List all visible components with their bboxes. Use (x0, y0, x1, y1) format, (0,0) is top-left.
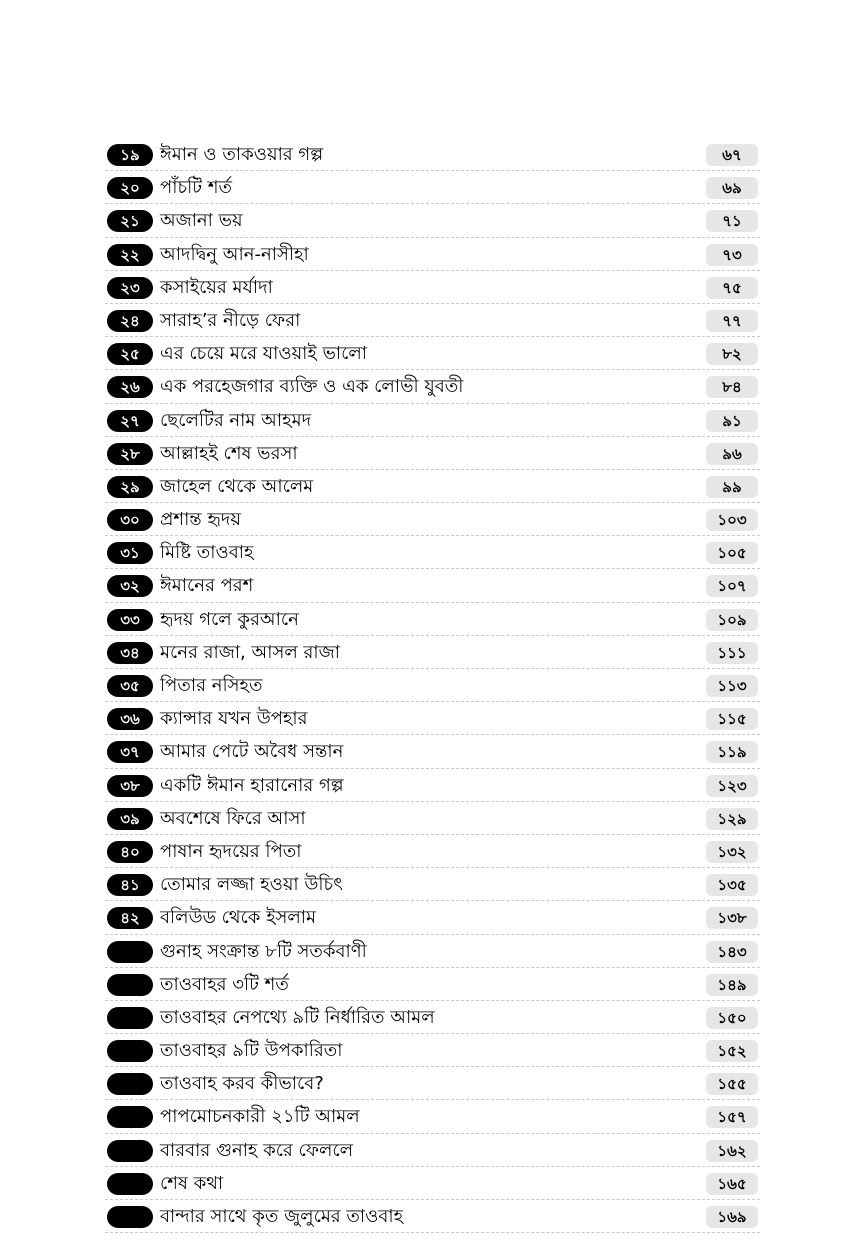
chapter-title: জাহেল থেকে আলেম (160, 475, 314, 497)
chapter-number-badge (107, 1140, 153, 1162)
chapter-number-badge: ৪২ (107, 907, 153, 929)
toc-row[interactable] (105, 901, 760, 934)
chapter-number-badge: ২১ (107, 210, 153, 232)
chapter-title: তাওবাহ করব কীভাবে? (160, 1073, 324, 1095)
page-number: ১২৩ (706, 775, 758, 797)
chapter-number-badge: ২৭ (107, 410, 153, 432)
chapter-number-badge: ২৫ (107, 343, 153, 365)
toc-row[interactable] (105, 569, 760, 602)
chapter-title: ঈমান ও তাকওয়ার গল্প (160, 144, 324, 165)
chapter-number-badge: ৩৮ (107, 775, 153, 797)
chapter-title: আমার পেটে অবৈধ সন্তান (160, 741, 344, 763)
chapter-number-badge: ৩৯ (107, 808, 153, 830)
chapter-title: পাপমোচনকারী ২১টি আমল (160, 1106, 360, 1128)
chapter-title: তাওবাহর নেপথ্যে ৯টি নির্ধারিত আমল (160, 1006, 435, 1028)
page-number: ১৩৫ (706, 874, 758, 896)
toc-row[interactable] (105, 702, 760, 735)
chapter-title: হৃদয় গলে কুরআনে (160, 608, 299, 630)
chapter-title: এর চেয়ে মরে যাওয়াই ভালো (160, 343, 367, 365)
chapter-number-badge: ২৩ (107, 277, 153, 299)
toc-row[interactable] (105, 1200, 760, 1233)
chapter-number-badge: ২৪ (107, 310, 153, 332)
page-number: ১৬৯ (706, 1206, 758, 1228)
toc-row[interactable] (105, 1067, 760, 1100)
page-number: ৯১ (706, 410, 758, 432)
page-number: ১৫৭ (706, 1106, 758, 1128)
page-number: ৭৫ (706, 277, 758, 299)
page-number: ১১৫ (706, 708, 758, 730)
toc-row[interactable] (105, 470, 760, 503)
toc-row[interactable] (105, 304, 760, 337)
chapter-title: এক পরহেজগার ব্যক্তি ও এক লোভী যুবতী (160, 376, 464, 398)
page-number: ১০৫ (706, 542, 758, 564)
page-number: ৯৬ (706, 443, 758, 465)
toc-row[interactable] (105, 138, 760, 171)
page-number: ৭৩ (706, 244, 758, 266)
page-number: ১০৯ (706, 609, 758, 631)
chapter-number-badge: ২৮ (107, 443, 153, 465)
chapter-number-badge: ৪০ (107, 841, 153, 863)
chapter-title: মিষ্টি তাওবাহ (160, 542, 254, 564)
page-number: ১১১ (706, 642, 758, 664)
chapter-number-badge (107, 1007, 153, 1029)
page-number: ১৫২ (706, 1040, 758, 1062)
chapter-title: ক্যান্সার যখন উপহার (160, 708, 308, 730)
toc-row[interactable] (105, 536, 760, 569)
page-number: ৬৭ (706, 144, 758, 166)
chapter-title: তাওবাহর ৯টি উপকারিতা (160, 1040, 343, 1062)
toc-row[interactable] (105, 603, 760, 636)
page-number: ৭১ (706, 210, 758, 232)
chapter-title: তাওবাহর ৩টি শর্ত (160, 973, 289, 995)
page-number: ১৩২ (706, 841, 758, 863)
chapter-title: বলিউড থেকে ইসলাম (160, 907, 316, 929)
chapter-number-badge (107, 1073, 153, 1095)
chapter-title: পাষান হৃদয়ের পিতা (160, 840, 302, 862)
toc-row[interactable] (105, 1134, 760, 1167)
toc-row[interactable] (105, 968, 760, 1001)
toc-row[interactable] (105, 337, 760, 370)
toc-row[interactable] (105, 238, 760, 271)
page-number: ১০৭ (706, 575, 758, 597)
chapter-number-badge: ৩৫ (107, 675, 153, 697)
chapter-title: আল্লাহই শেষ ভরসা (160, 442, 298, 464)
chapter-number-badge (107, 974, 153, 996)
toc-row[interactable] (105, 835, 760, 868)
toc-row[interactable] (105, 935, 760, 968)
chapter-title: পিতার নসিহত (160, 675, 263, 696)
toc-row[interactable] (105, 868, 760, 901)
chapter-number-badge: ১৯ (107, 144, 153, 166)
chapter-title: একটি ঈমান হারানোর গল্প (160, 774, 344, 796)
chapter-number-badge: ৩০ (107, 509, 153, 531)
toc-row[interactable] (105, 802, 760, 835)
chapter-number-badge: ৩৩ (107, 609, 153, 631)
toc-row[interactable] (105, 171, 760, 204)
chapter-title: ছেলেটির নাম আহমদ (160, 409, 312, 431)
chapter-number-badge: ২৯ (107, 476, 153, 498)
toc-row[interactable] (105, 735, 760, 768)
chapter-title: বারবার গুনাহ করে ফেললে (160, 1139, 354, 1161)
chapter-title: অবশেষে ফিরে আসা (160, 807, 306, 829)
page-number: ৯৯ (706, 476, 758, 498)
chapter-title: মনের রাজা, আসল রাজা (160, 641, 340, 663)
chapter-number-badge (107, 1173, 153, 1195)
toc-row[interactable] (105, 503, 760, 536)
page-number: ১৪৯ (706, 974, 758, 996)
page-number: ১১৯ (706, 741, 758, 763)
chapter-title: প্রশান্ত হৃদয় (160, 509, 241, 531)
chapter-title: অজানা ভয় (160, 210, 243, 232)
toc-row[interactable] (105, 404, 760, 437)
toc-row[interactable] (105, 370, 760, 403)
page-number: ৭৭ (706, 310, 758, 332)
page-number: ১২৯ (706, 808, 758, 830)
page-number: ৮২ (706, 343, 758, 365)
chapter-title: সারাহ’র নীড়ে ফেরা (160, 309, 301, 331)
toc-row[interactable] (105, 1100, 760, 1133)
page-number: ১৪৩ (706, 941, 758, 963)
page-number: ১৫০ (706, 1007, 758, 1029)
chapter-number-badge: ৩৭ (107, 741, 153, 763)
page-number: ১১৩ (706, 675, 758, 697)
chapter-title: গুনাহ সংক্রান্ত ৮টি সতর্কবাণী (160, 940, 367, 962)
chapter-number-badge: ২০ (107, 177, 153, 199)
page-number: ১৫৫ (706, 1073, 758, 1095)
chapter-title: বান্দার সাথে কৃত জুলুমের তাওবাহ (160, 1206, 404, 1227)
page-number: ১৩৮ (706, 907, 758, 929)
chapter-number-badge: ৩৪ (107, 642, 153, 664)
toc-row[interactable] (105, 204, 760, 237)
chapter-number-badge (107, 1040, 153, 1062)
page-number: ১৬৫ (706, 1173, 758, 1195)
table-of-contents (105, 138, 760, 1233)
chapter-number-badge: ২৬ (107, 376, 153, 398)
chapter-title: আদদ্বিনু আন-নাসীহা (160, 243, 309, 265)
page-number: ৬৯ (706, 177, 758, 199)
chapter-title: শেষ কথা (160, 1172, 224, 1194)
page-number: ৮৪ (706, 376, 758, 398)
chapter-title: ঈমানের পরশ (160, 575, 254, 597)
toc-row[interactable] (105, 271, 760, 304)
page-number: ১৬২ (706, 1140, 758, 1162)
chapter-number-badge: ৩৬ (107, 708, 153, 730)
chapter-number-badge: ২২ (107, 244, 153, 266)
chapter-number-badge (107, 1206, 153, 1228)
toc-row[interactable] (105, 1034, 760, 1067)
toc-row[interactable] (105, 669, 760, 702)
chapter-title: পাঁচটি শর্ত (160, 177, 232, 199)
chapter-title: কসাইয়ের মর্যাদা (160, 276, 273, 298)
toc-row[interactable] (105, 769, 760, 802)
toc-row[interactable] (105, 1001, 760, 1034)
chapter-number-badge (107, 1106, 153, 1128)
chapter-number-badge: ৪১ (107, 874, 153, 896)
chapter-title: তোমার লজ্জা হওয়া উচিৎ (160, 874, 343, 896)
toc-row[interactable] (105, 437, 760, 470)
chapter-number-badge: ৩২ (107, 575, 153, 597)
chapter-number-badge: ৩১ (107, 542, 153, 564)
toc-row[interactable] (105, 1167, 760, 1200)
toc-row[interactable] (105, 636, 760, 669)
chapter-number-badge (107, 941, 153, 963)
page-number: ১০৩ (706, 509, 758, 531)
